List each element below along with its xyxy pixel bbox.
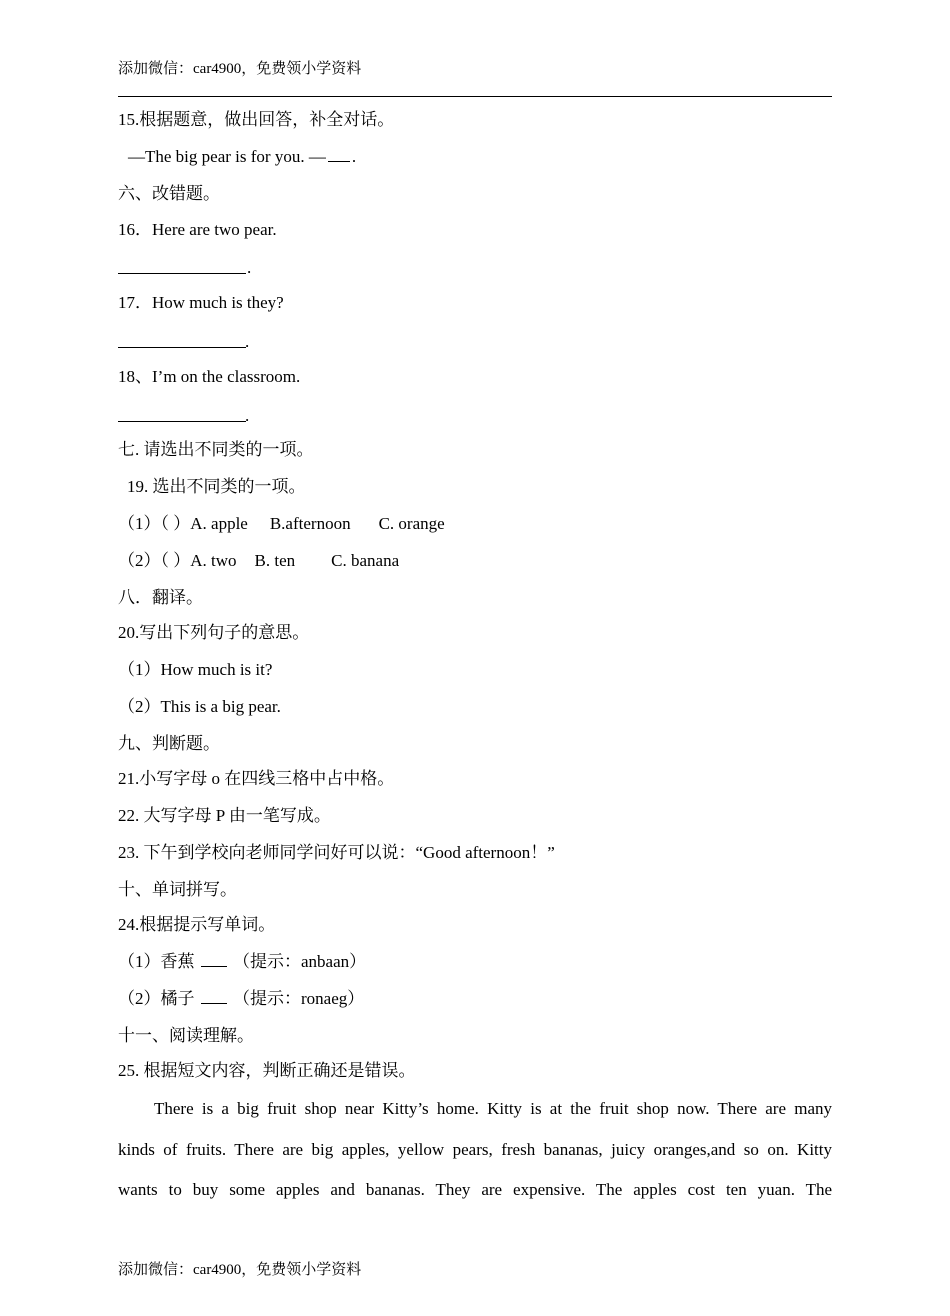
reading-passage [118,1089,832,1211]
q19-item-2-a: （2）（ ）A. two [118,551,237,570]
q15-dialogue [128,146,356,168]
section-7-title: 七. 请选出不同类的一项。 [118,440,314,459]
q15-end: . [351,147,357,166]
q18-period: . [245,406,250,425]
q25-title: 25. 根据短文内容，判断正确还是错误。 [118,1061,416,1080]
q20-item-2: （2）This is a big pear. [118,697,281,716]
page-footer: 添加微信：car4900，免费领小学资料 [118,1262,362,1278]
q24-item-1 [118,951,366,973]
q24-item-2-blank[interactable] [201,989,227,1004]
passage-line-3: wants to buy some apples and bananas. They are expensive. The apples cost ten yuan. The [118,1180,832,1199]
q24-item-2-prompt: （2）橘子 [118,989,195,1008]
q19-item-2 [118,550,399,572]
section-8-title: 八．翻译。 [118,588,203,607]
q16-period: . [247,258,252,277]
q19-item-1 [118,513,445,535]
q24-title: 24.根据提示写单词。 [118,915,276,934]
q24-item-2 [118,988,364,1010]
q20-item-1: （1）How much is it? [118,660,273,679]
q20-title: 20.写出下列句子的意思。 [118,623,310,642]
q17-answer-line[interactable] [118,347,246,348]
q18-text: 18、I’m on the classroom. [118,367,301,386]
q19-item-2-c: C. banana [331,551,400,570]
passage-line-1: There is a big fruit shop near Kitty’s home. Kitty is at the fruit shop now. There are many [154,1099,832,1118]
page-header: 添加微信：car4900，免费领小学资料 [118,61,362,77]
section-10-title: 十、单词拼写。 [118,880,237,899]
q19-title: 19. 选出不同类的一项。 [127,477,306,496]
q17-text: 17．How much is they? [118,293,284,312]
q24-item-1-blank[interactable] [201,952,227,967]
header-divider [118,96,832,97]
q22-text: 22. 大写字母 P 由一笔写成。 [118,806,331,825]
q24-item-1-hint: （提示：anbaan） [233,952,367,971]
q16-answer-line[interactable] [118,273,246,274]
q23-text: 23. 下午到学校向老师同学问好可以说：“Good afternoon！” [118,843,555,862]
q19-item-1-a: （1）（ ）A. apple [118,514,248,533]
q19-item-2-b: B. ten [254,551,296,570]
q15-title: 15.根据题意，做出回答，补全对话。 [118,110,395,129]
q19-item-1-b: B.afternoon [269,514,351,533]
q15-dialogue-text: —The big pear is for you. — [128,147,326,166]
q24-item-1-prompt: （1）香蕉 [118,952,195,971]
q21-text: 21.小写字母 o 在四线三格中占中格。 [118,769,395,788]
q18-answer-line[interactable] [118,421,246,422]
section-6-title: 六、改错题。 [118,184,220,203]
q17-period: . [245,332,250,351]
passage-line-2: kinds of fruits. There are big apples, yellow pears, fresh bananas, juicy oranges,and so on. Kitty [118,1139,832,1159]
section-11-title: 十一、阅读理解。 [118,1026,254,1045]
q24-item-2-hint: （提示：ronaeg） [233,989,365,1008]
q16-text: 16．Here are two pear. [118,220,277,239]
section-9-title: 九、判断题。 [118,734,220,753]
q19-item-1-c: C. orange [378,514,445,533]
q15-answer-blank[interactable] [328,147,350,162]
